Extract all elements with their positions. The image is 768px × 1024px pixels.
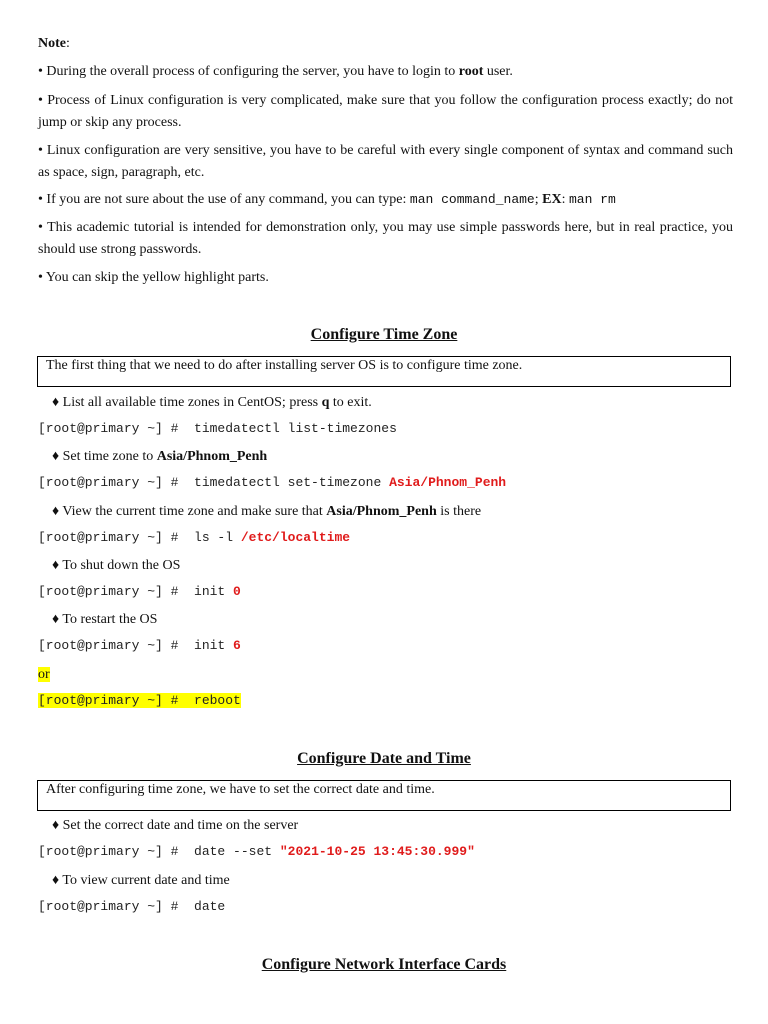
step-shutdown: ♦ To shut down the OS [52,558,181,573]
command-view-timezone: [root@primary ~] # ls -l /etc/localtime [38,530,351,545]
note-item-man: • If you are not sure about the use of any command, you can type: man command_name; EX: man rm [38,192,616,207]
timezone-intro-box [37,356,731,387]
step-restart: ♦ To restart the OS [52,612,158,627]
note-item-sensitive: • Linux configuration are very sensitive, you have to be careful with every single component of syntax and command such as space, sign, paragraph, etc. [38,143,733,180]
command-set-timezone: [root@primary ~] # timedatectl set-timezone Asia/Phnom_Penh [38,475,507,490]
datetime-intro-text: After configuring time zone, we have to set the correct date and time. [46,782,435,797]
heading-date-time: Configure Date and Time [297,750,471,767]
heading-time-zone: Configure Time Zone [310,326,458,343]
note-item-skip: • You can skip the yellow highlight parts. [38,270,269,285]
datetime-intro-box [37,780,731,811]
or-label: or [38,667,50,682]
command-list-timezones: [root@primary ~] # timedatectl list-timezones [38,421,397,436]
step-set-timezone: ♦ Set time zone to Asia/Phnom_Penh [52,449,268,464]
command-set-date: [root@primary ~] # date --set "2021-10-25 13:45:30.999" [38,844,475,859]
step-list-timezones: ♦ List all available time zones in CentOS; press q to exit. [52,395,372,410]
step-set-date: ♦ Set the correct date and time on the server [52,818,299,833]
command-restart: [root@primary ~] # init 6 [38,638,241,653]
step-view-date: ♦ To view current date and time [52,873,230,888]
timezone-intro-text: The first thing that we need to do after installing server OS is to configure time zone. [46,358,523,373]
note-item-login: • During the overall process of configuring the server, you have to login to root user. [38,64,513,79]
note-label: Note: [38,36,70,51]
command-reboot: [root@primary ~] # reboot [38,693,241,708]
command-shutdown: [root@primary ~] # init 0 [38,584,241,599]
heading-network-interface-cards: Configure Network Interface Cards [261,956,507,973]
step-view-timezone: ♦ View the current time zone and make sure that Asia/Phnom_Penh is there [52,504,482,519]
note-item-process: • Process of Linux configuration is very complicated, make sure that you follow the configuration process exactly; do not jump or skip any process. [38,93,733,130]
command-view-date: [root@primary ~] # date [38,899,226,914]
note-item-passwords: • This academic tutorial is intended for demonstration only, you may use simple passwords here, but in real practice, you should use strong passwords. [38,220,733,257]
